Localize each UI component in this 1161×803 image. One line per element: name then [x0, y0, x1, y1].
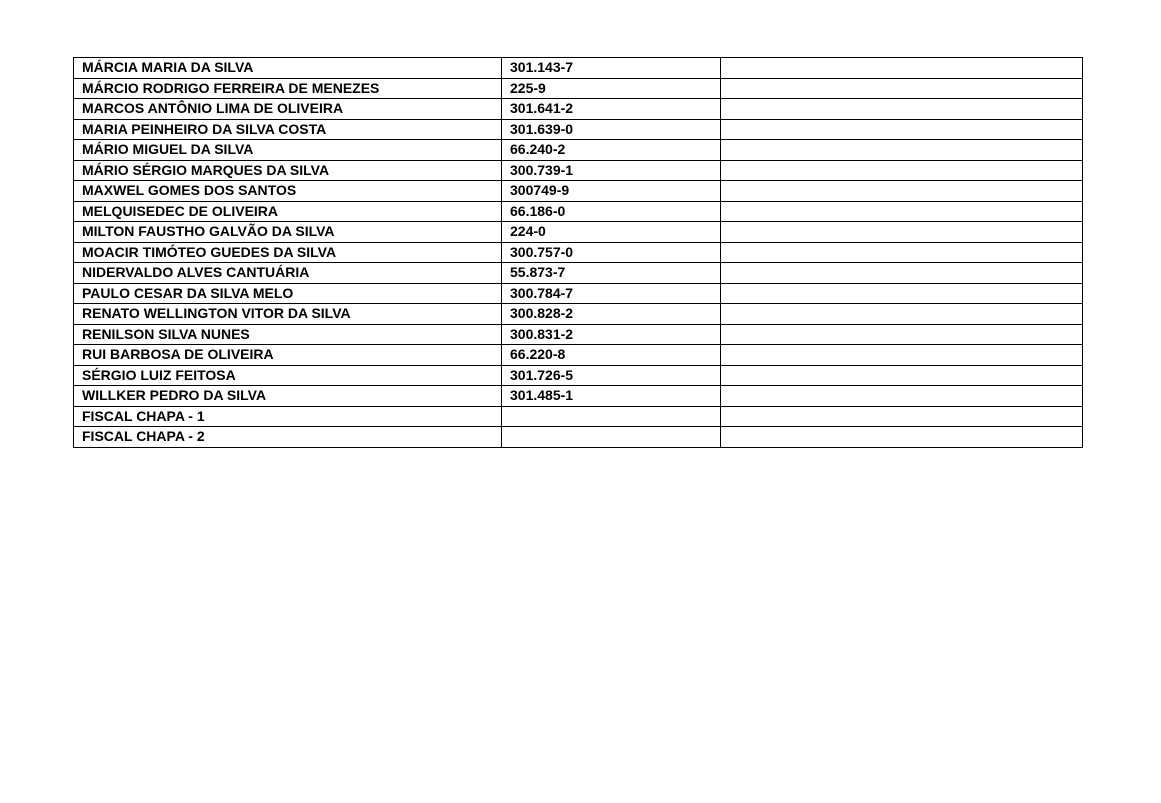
table-row [74, 365, 1083, 386]
name-cell: WILLKER PEDRO DA SILVA [74, 386, 502, 407]
name-cell: RENATO WELLINGTON VITOR DA SILVA [74, 304, 502, 325]
registration-cell: 300.784-7 [502, 283, 721, 304]
blank-cell [721, 78, 1083, 99]
blank-cell [721, 181, 1083, 202]
registration-cell: 301.641-2 [502, 99, 721, 120]
table-row [74, 181, 1083, 202]
registration-cell: 301.485-1 [502, 386, 721, 407]
table-row [74, 119, 1083, 140]
blank-cell [721, 427, 1083, 448]
name-cell: FISCAL CHAPA - 1 [74, 406, 502, 427]
table-row [74, 304, 1083, 325]
registration-cell: 300.831-2 [502, 324, 721, 345]
table-row [74, 99, 1083, 120]
blank-cell [721, 119, 1083, 140]
registration-cell: 300.757-0 [502, 242, 721, 263]
blank-cell [721, 345, 1083, 366]
name-cell: PAULO CESAR DA SILVA MELO [74, 283, 502, 304]
name-cell: MARCOS ANTÔNIO LIMA DE OLIVEIRA [74, 99, 502, 120]
names-table [73, 57, 1083, 448]
table-row [74, 78, 1083, 99]
blank-cell [721, 160, 1083, 181]
table-row [74, 345, 1083, 366]
name-cell: MILTON FAUSTHO GALVÃO DA SILVA [74, 222, 502, 243]
registration-cell: 301.726-5 [502, 365, 721, 386]
table-row [74, 427, 1083, 448]
registration-cell: 225-9 [502, 78, 721, 99]
blank-cell [721, 222, 1083, 243]
name-cell: RENILSON SILVA NUNES [74, 324, 502, 345]
blank-cell [721, 140, 1083, 161]
blank-cell [721, 283, 1083, 304]
table-row [74, 222, 1083, 243]
registration-cell [502, 406, 721, 427]
table-body [74, 58, 1083, 448]
table-row [74, 160, 1083, 181]
registration-cell: 301.639-0 [502, 119, 721, 140]
name-cell: MARIA PEINHEIRO DA SILVA COSTA [74, 119, 502, 140]
registration-cell: 300749-9 [502, 181, 721, 202]
blank-cell [721, 304, 1083, 325]
name-cell: MÁRCIO RODRIGO FERREIRA DE MENEZES [74, 78, 502, 99]
registration-cell: 301.143-7 [502, 58, 721, 79]
name-cell: RUI BARBOSA DE OLIVEIRA [74, 345, 502, 366]
table-row [74, 386, 1083, 407]
table-row [74, 58, 1083, 79]
blank-cell [721, 201, 1083, 222]
registration-cell: 66.220-8 [502, 345, 721, 366]
name-cell: FISCAL CHAPA - 2 [74, 427, 502, 448]
blank-cell [721, 242, 1083, 263]
registration-cell [502, 427, 721, 448]
blank-cell [721, 263, 1083, 284]
name-cell: MOACIR TIMÓTEO GUEDES DA SILVA [74, 242, 502, 263]
registration-cell: 66.186-0 [502, 201, 721, 222]
table-row [74, 263, 1083, 284]
table-row [74, 140, 1083, 161]
name-cell: MÁRCIA MARIA DA SILVA [74, 58, 502, 79]
name-cell: MÁRIO SÉRGIO MARQUES DA SILVA [74, 160, 502, 181]
table-row [74, 324, 1083, 345]
blank-cell [721, 365, 1083, 386]
blank-cell [721, 386, 1083, 407]
table-row [74, 201, 1083, 222]
blank-cell [721, 99, 1083, 120]
table-row [74, 283, 1083, 304]
name-cell: MÁRIO MIGUEL DA SILVA [74, 140, 502, 161]
registration-cell: 300.739-1 [502, 160, 721, 181]
table-row [74, 406, 1083, 427]
name-cell: MELQUISEDEC DE OLIVEIRA [74, 201, 502, 222]
blank-cell [721, 58, 1083, 79]
blank-cell [721, 406, 1083, 427]
name-cell: SÉRGIO LUIZ FEITOSA [74, 365, 502, 386]
registration-cell: 66.240-2 [502, 140, 721, 161]
registration-cell: 55.873-7 [502, 263, 721, 284]
registration-cell: 224-0 [502, 222, 721, 243]
name-cell: NIDERVALDO ALVES CANTUÁRIA [74, 263, 502, 284]
blank-cell [721, 324, 1083, 345]
name-cell: MAXWEL GOMES DOS SANTOS [74, 181, 502, 202]
registration-cell: 300.828-2 [502, 304, 721, 325]
table-row [74, 242, 1083, 263]
